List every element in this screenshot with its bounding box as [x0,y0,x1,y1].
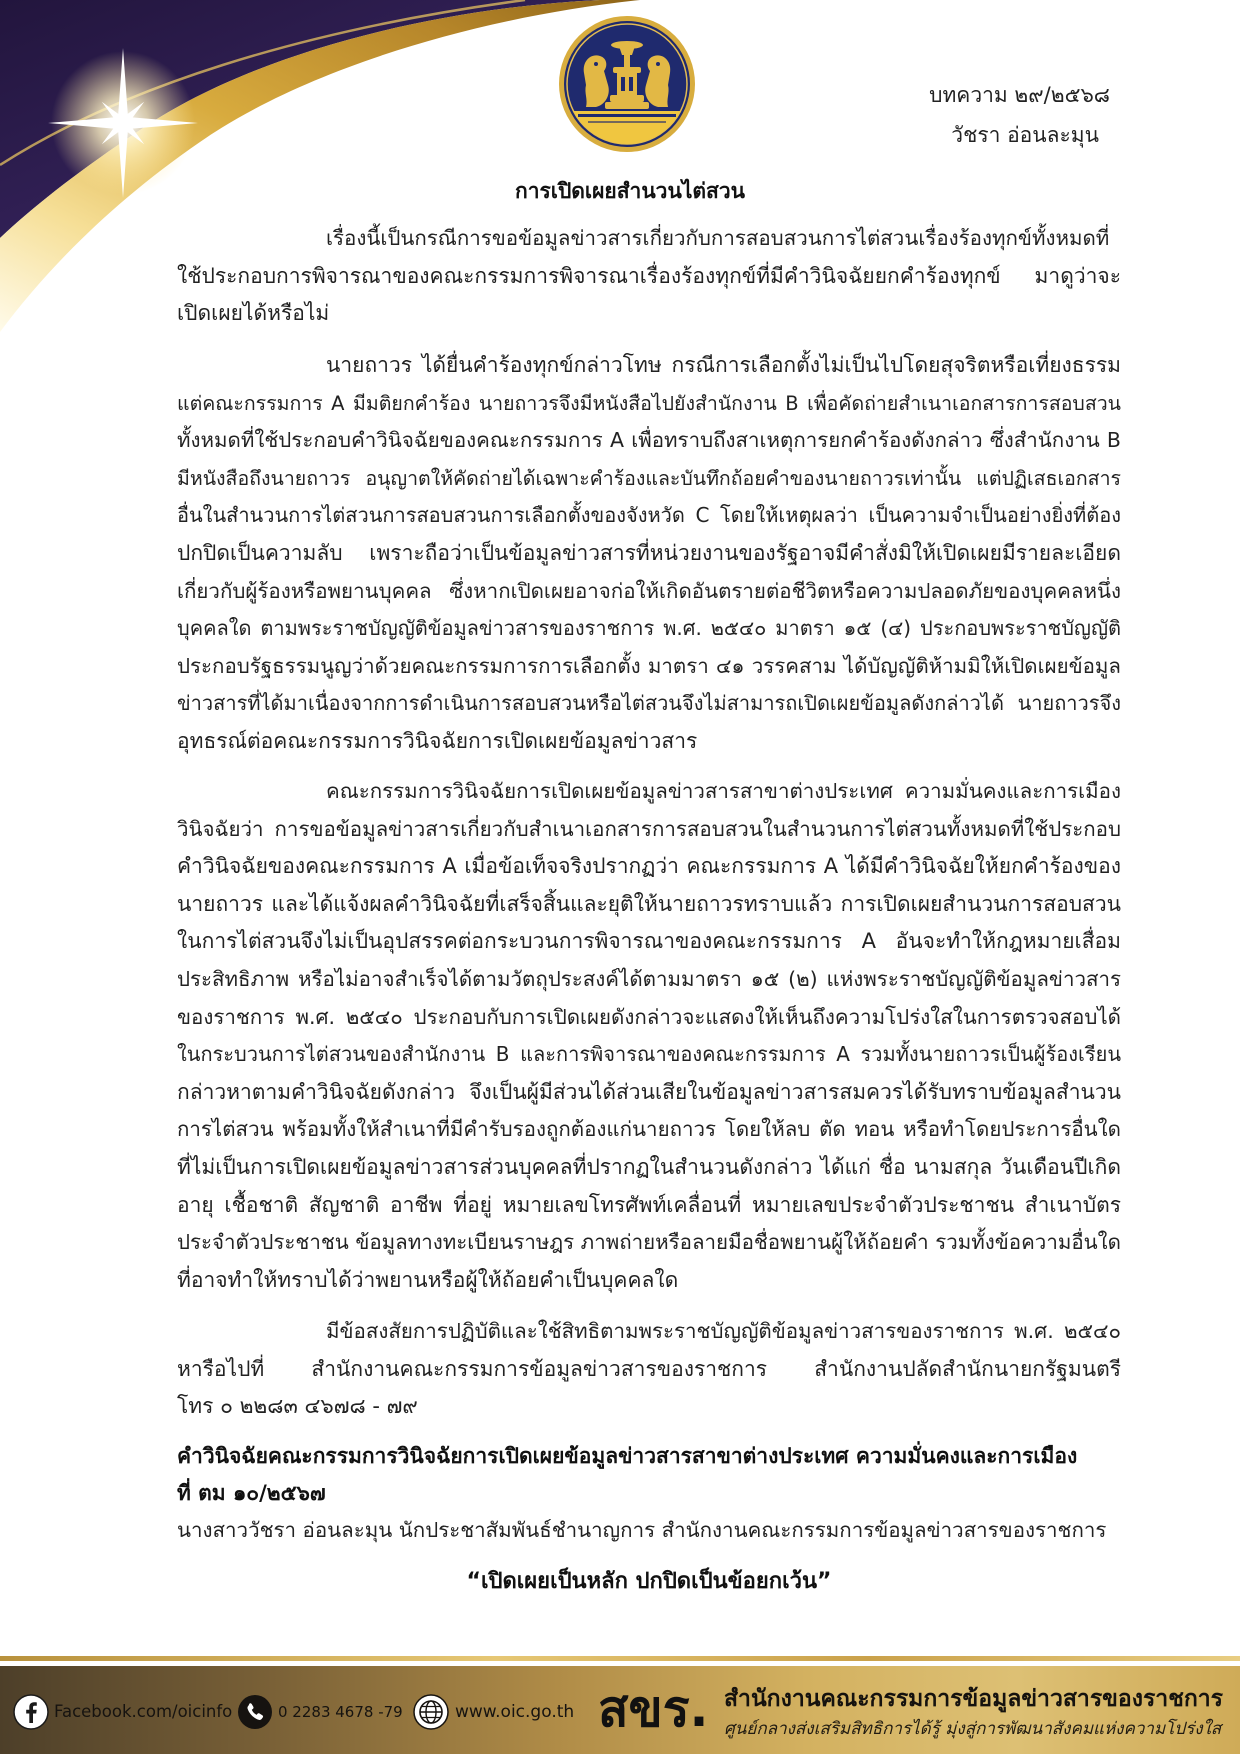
oic-short-logo: สขร. [598,1680,709,1738]
paragraph-1 [177,220,1121,333]
page-title: การเปิดเผยสำนวนไต่สวน [515,179,745,203]
body-line: ของราชการ พ.ศ. ๒๕๔๐ ประกอบกับการเปิดเผยดังกล่าวจะแสดงให้เห็นถึงความโปร่งใสในการตรวจสอบได้ [177,1004,1121,1029]
body-line: ทั้งหมดที่ใช้ประกอบคำวินิจฉัยของคณะกรรมการ A เพื่อทราบถึงสาเหตุการยกคำร้องดังกล่าว ซึ่งสำนักงาน B [177,428,1121,453]
body-line: ประกอบรัฐธรรมนูญว่าด้วยคณะกรรมการการเลือกตั้ง มาตรา ๔๑ วรรคสาม ได้บัญญัติห้ามมิให้เปิดเผยข้อมูล [177,653,1121,678]
body-line: ประจำตัวประชาชน ข้อมูลทางทะเบียนราษฎร ภาพถ่ายหรือลายมือชื่อพยานผู้ให้ถ้อยคำ รวมทั้งข้อความอื่นใด [177,1230,1121,1255]
body-line: นายถาวร ได้ยื่นคำร้องทุกข์กล่าวโทษ กรณีการเลือกตั้งไม่เป็นไปโดยสุจริตหรือเที่ยงธรรม [326,353,1121,377]
organization-tagline: ศูนย์กลางส่งเสริมสิทธิการได้รู้ มุ่งสู่การพัฒนาสังคมแห่งความโปร่งใส [724,1719,1222,1739]
article-author: วัชรา อ่อนละมุน [951,123,1099,147]
slogan: “เปิดเผยเป็นหลัก ปกปิดเป็นข้อยกเว้น” [466,1569,832,1594]
body-line: ใช้ประกอบการพิจารณาของคณะกรรมการพิจารณาเรื่องร้องทุกข์ที่มีคำวินิจฉัยยกคำร้องทุกข์ มาดูว่าจะ [177,263,1121,288]
body-line: ข่าวสารที่ได้มาเนื่องจากการดำเนินการสอบสวนหรือไต่สวนจึงไม่สามารถเปิดเผยข้อมูลดังกล่าวได้ นายถาวรจึง [177,691,1121,716]
footer-gold-stripe [0,1656,1240,1661]
paragraph-4 [177,1313,1121,1426]
body-line: เรื่องนี้เป็นกรณีการขอข้อมูลข่าวสารเกี่ยวกับการสอบสวนการไต่สวนเรื่องร้องทุกข์ทั้งหมดที่ [326,226,1110,250]
body-line: อื่นในสำนวนการไต่สวนการสอบสวนการเลือกตั้งของจังหวัด C โดยให้เหตุผลว่า เป็นความจำเป็นอย่างยิ่งที่ต้อง [177,503,1121,528]
body-line: โทร ๐ ๒๒๘๓ ๔๖๗๘ - ๗๙ [177,1394,418,1419]
body-line: หารือไปที่ สำนักงานคณะกรรมการข้อมูลข่าวสารของราชการ สำนักงานปลัดสำนักนายกรัฐมนตรี [177,1356,1121,1381]
body-line: เกี่ยวกับผู้ร้องหรือพยานบุคคล ซึ่งหากเปิดเผยอาจก่อให้เกิดอันตรายต่อชีวิตหรือความปลอดภัยของบุคคลหนึ่ง [177,578,1121,603]
body-line: นายถาวร และได้แจ้งผลคำวินิจฉัยที่เสร็จสิ้นและยุติให้นายถาวรทราบแล้ว การเปิดเผยสำนวนการสอบสวน [177,891,1121,916]
globe-icon [413,1694,449,1730]
body-line: ที่อาจทำให้ทราบได้ว่าพยานหรือผู้ให้ถ้อยคำเป็นบุคคลใด [177,1267,679,1292]
phone-icon [237,1694,273,1730]
body-line: บุคคลใด ตามพระราชบัญญัติข้อมูลข่าวสารของราชการ พ.ศ. ๒๕๔๐ มาตรา ๑๕ (๔) ประกอบพระราชบัญญัติ [177,616,1121,641]
body-line: แต่คณะกรรมการ A มีมติยกคำร้อง นายถาวรจึงมีหนังสือไปยังสำนักงาน B เพื่อคัดถ่ายสำเนาเอกสารการสอบสวน [177,391,1121,415]
body-line: ปกปิดเป็นความลับ เพราะถือว่าเป็นข้อมูลข่าวสารที่หน่วยงานของรัฐอาจมีคำสั่งมิให้เปิดเผยมีรายละเอียด [177,540,1121,565]
reference-line: ที่ ตม ๑๐/๒๕๖๗ [177,1481,326,1505]
decision-reference [177,1438,1121,1512]
facebook-link: Facebook.com/oicinfo [54,1702,233,1721]
website-link: www.oic.go.th [455,1702,575,1722]
article-number: บทความ ๒๙/๒๕๖๘ [929,83,1110,107]
body-line: ที่ไม่เป็นการเปิดเผยข้อมูลข่าวสารส่วนบุคคลที่ปรากฏในสำนวนดังกล่าว ได้แก่ ชื่อ นามสกุล วันเดือนปีเกิด [177,1154,1121,1179]
paragraph-3 [177,773,1121,1299]
phone-number: 0 2283 4678 -79 [278,1703,403,1721]
paragraph-2 [177,347,1121,761]
body-line: ในการไต่สวนจึงไม่เป็นอุปสรรคต่อกระบวนการพิจารณาของคณะกรรมการ A อันจะทำให้กฎหมายเสื่อม [177,929,1121,954]
body-line: เปิดเผยได้หรือไม่ [177,301,330,326]
body-line: มีหนังสือถึงนายถาวร อนุญาตให้คัดถ่ายได้เฉพาะคำร้องและบันทึกถ้อยคำของนายถาวรเท่านั้น แต่ปฏิเสธเอกสาร [177,466,1121,490]
body-line: คณะกรรมการวินิจฉัยการเปิดเผยข้อมูลข่าวสารสาขาต่างประเทศ ความมั่นคงและการเมือง [326,779,1121,803]
body-line: ประสิทธิภาพ หรือไม่อาจสำเร็จได้ตามวัตถุประสงค์ได้ตามมาตรา ๑๕ (๒) แห่งพระราชบัญญัติข้อมูลข่าวสาร [177,966,1121,991]
body-line: ในกระบวนการไต่สวนของสำนักงาน B และการพิจารณาของคณะกรรมการ A รวมทั้งนายถาวรเป็นผู้ร้องเรียน [177,1042,1121,1067]
body-line: อุทธรณ์ต่อคณะกรรมการวินิจฉัยการเปิดเผยข้อมูลข่าวสาร [177,728,698,753]
oic-emblem-logo [558,15,696,153]
organization-name: สำนักงานคณะกรรมการข้อมูลข่าวสารของราชการ [724,1686,1224,1712]
body-line: อายุ เชื้อชาติ สัญชาติ อาชีพ ที่อยู่ หมายเลขโทรศัพท์เคลื่อนที่ หมายเลขประจำตัวประชาชน สำเนาบัตร [177,1192,1121,1217]
body-line: คำวินิจฉัยของคณะกรรมการ A เมื่อข้อเท็จจริงปรากฏว่า คณะกรรมการ A ได้มีคำวินิจฉัยให้ยกคำร้องของ [177,854,1121,879]
author-byline: นางสาววัชรา อ่อนละมุน นักประชาสัมพันธ์ชำนาญการ สำนักงานคณะกรรมการข้อมูลข่าวสารของราชการ [177,1518,1107,1542]
body-line: วินิจฉัยว่า การขอข้อมูลข่าวสารเกี่ยวกับสำเนาเอกสารการสอบสวนในสำนวนการไต่สวนทั้งหมดที่ใช้ประกอบ [177,816,1121,841]
body-line: การไต่สวน พร้อมทั้งให้สำเนาที่มีคำรับรองถูกต้องแก่นายถาวร โดยให้ลบ ตัด ทอน หรือทำโดยประการอื่นใด [177,1117,1121,1142]
body-line: มีข้อสงสัยการปฏิบัติและใช้สิทธิตามพระราชบัญญัติข้อมูลข่าวสารของราชการ พ.ศ. ๒๕๔๐ [326,1319,1121,1343]
facebook-icon [13,1694,49,1730]
body-line: กล่าวหาตามคำวินิจฉัยดังกล่าว จึงเป็นผู้มีส่วนได้ส่วนเสียในข้อมูลข่าวสารสมควรได้รับทราบข้อมูลสำนวน [177,1079,1121,1104]
reference-line: คำวินิจฉัยคณะกรรมการวินิจฉัยการเปิดเผยข้อมูลข่าวสารสาขาต่างประเทศ ความมั่นคงและการเมือง [177,1444,1078,1468]
